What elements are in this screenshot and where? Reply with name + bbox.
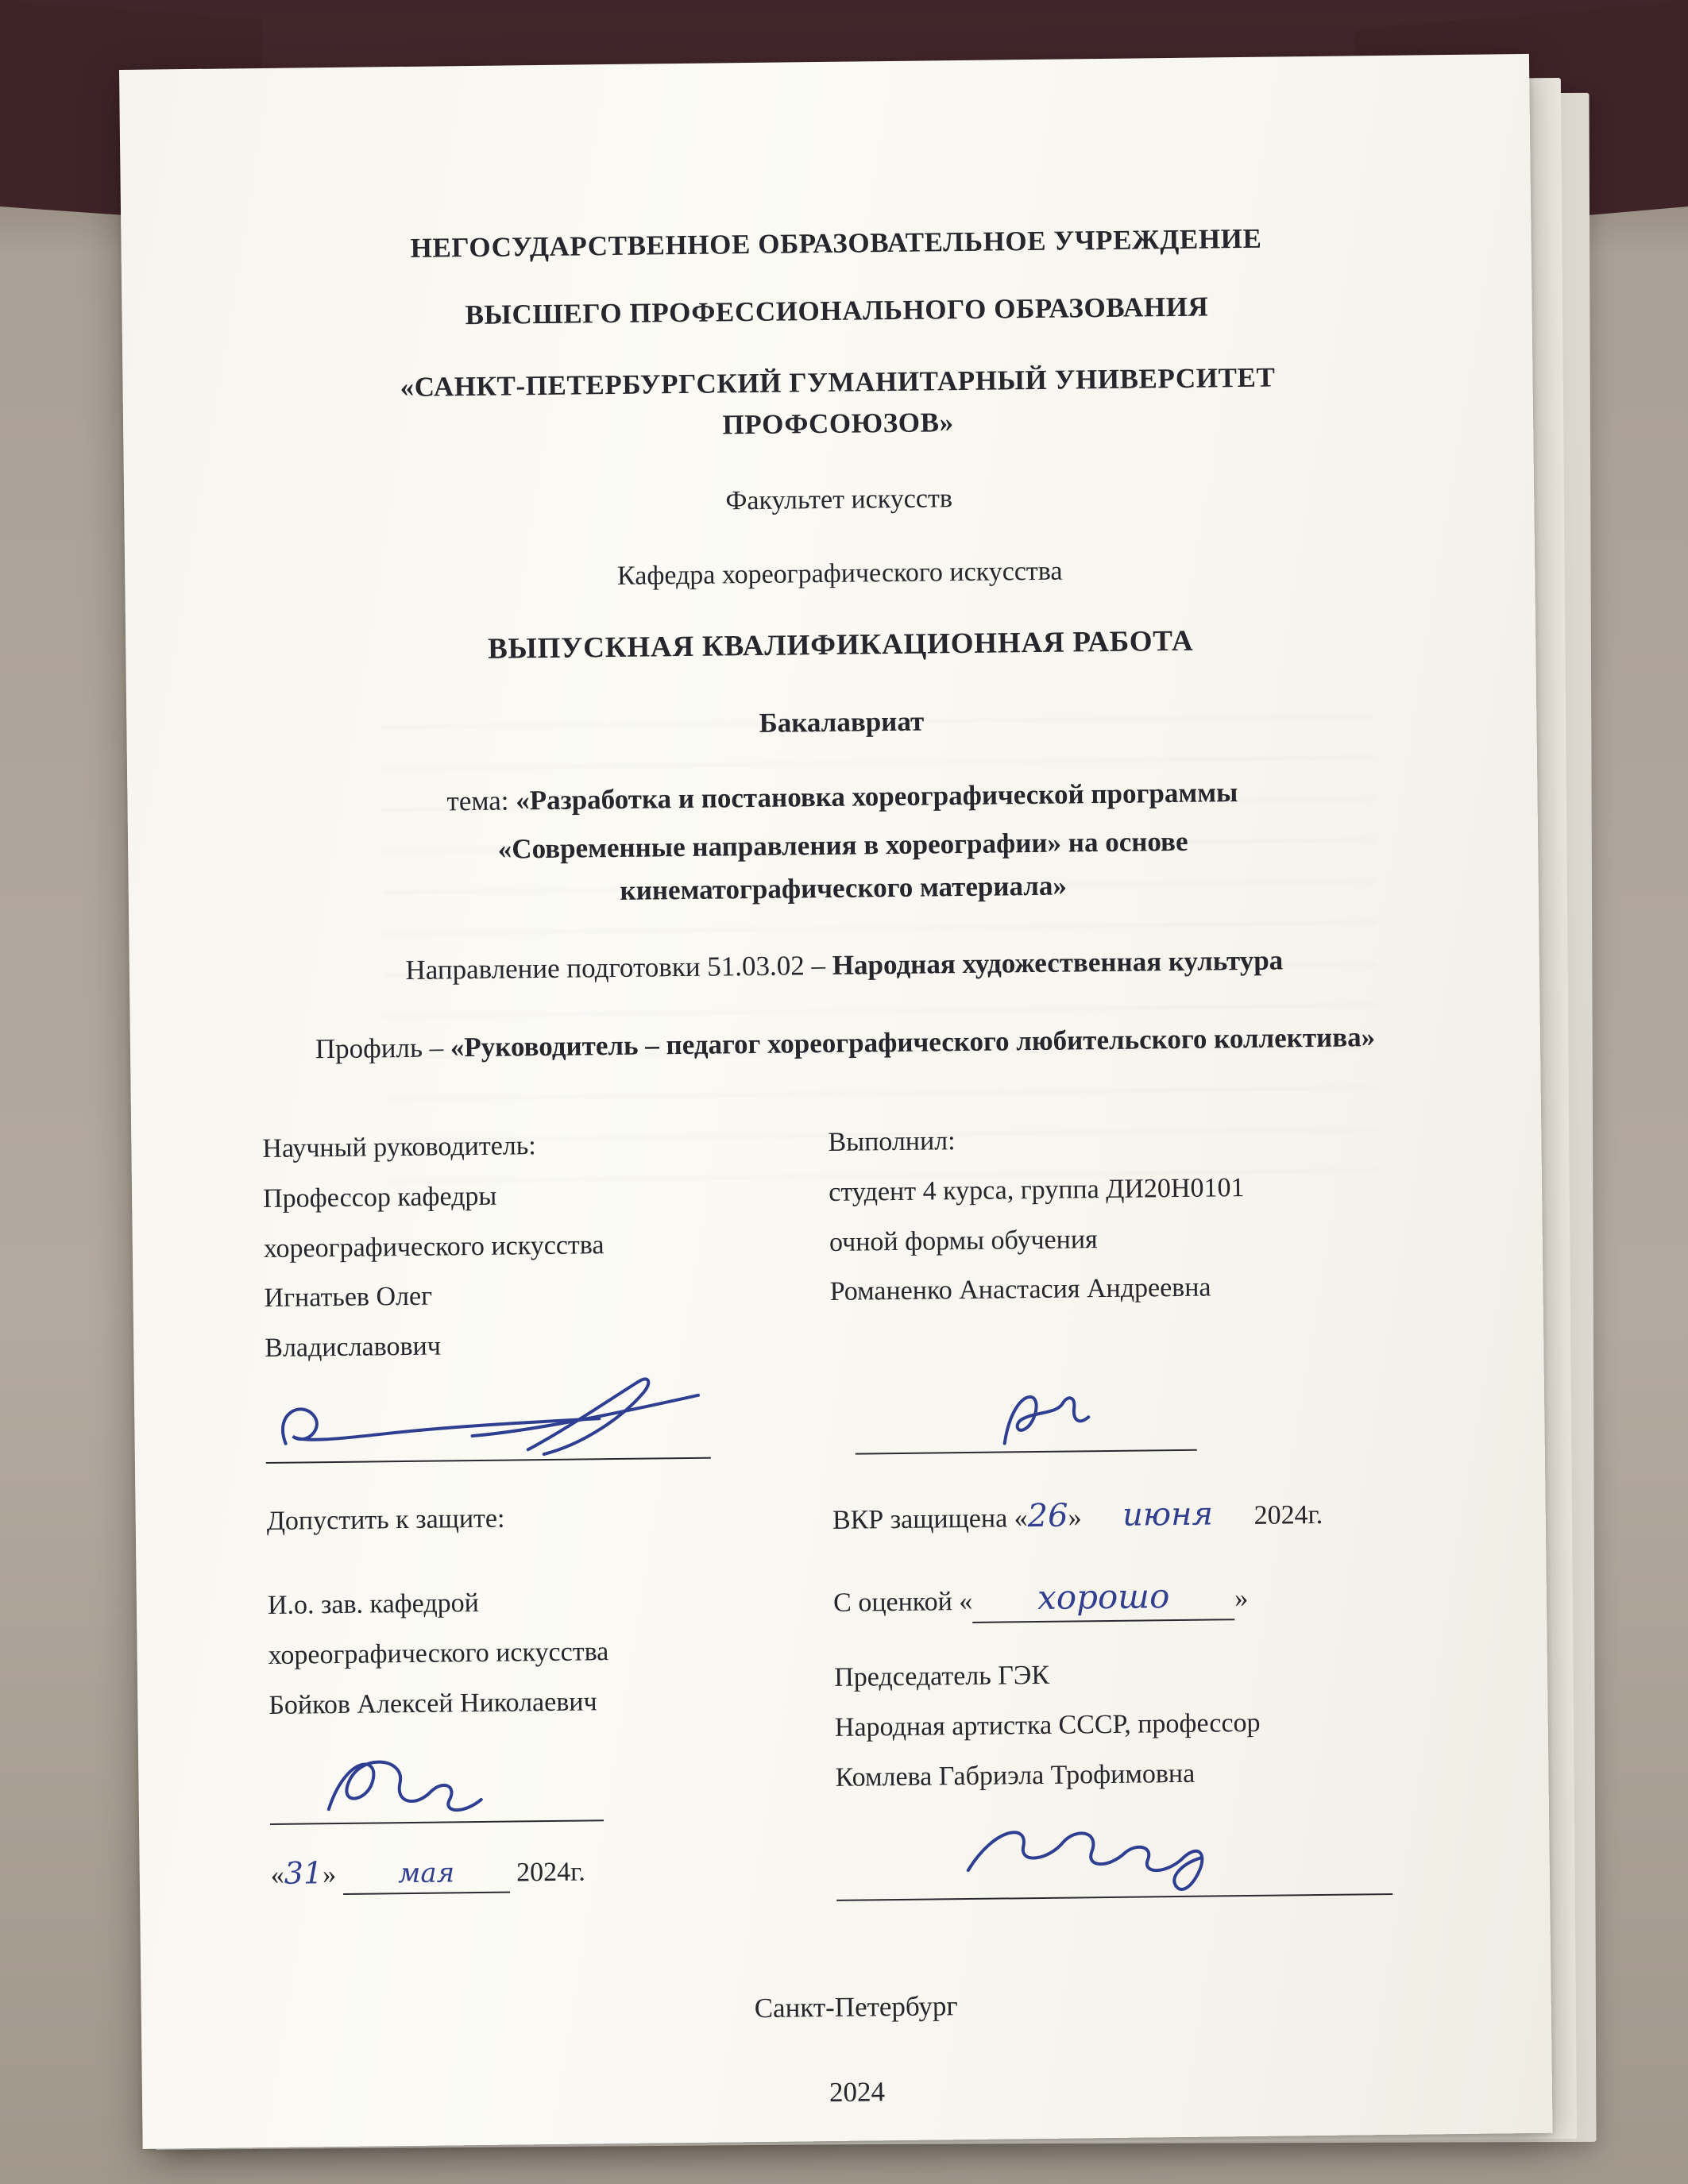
admission-date-quote-close: » xyxy=(322,1859,337,1889)
admission-name: Бойков Алексей Николаевич xyxy=(268,1687,597,1720)
author-name: Романенко Анастасия Андреевна xyxy=(829,1272,1211,1307)
supervisor-signature xyxy=(265,1372,711,1472)
work-type-title: ВЫПУСКНАЯ КВАЛИФИКАЦИОННАЯ РАБОТА xyxy=(487,624,1194,666)
footer-block xyxy=(272,1981,1442,2117)
author-column xyxy=(828,1117,1434,1463)
author-line2: очной формы обучения xyxy=(829,1224,1098,1257)
admission-column xyxy=(266,1498,781,1896)
org-name-line1: НЕГОСУДАРСТВЕННОЕ ОБРАЗОВАТЕЛЬНОЕ УЧРЕЖДЕНИЕ xyxy=(410,222,1262,264)
direction-value: Народная художественная культура xyxy=(832,944,1284,982)
department-line: Кафедра хореографического искусства xyxy=(616,556,1063,592)
grade-line xyxy=(833,1572,1435,1625)
grade-prefix: С оценкой « xyxy=(832,1587,973,1619)
defense-month-slot xyxy=(1088,1492,1248,1537)
admission-signature-zone xyxy=(269,1731,781,1832)
defense-day-handwritten: 26 xyxy=(1027,1497,1068,1535)
supervisor-position-line1: Профессор кафедры xyxy=(262,1181,497,1214)
author-line1: студент 4 курса, группа ДИ20Н0101 xyxy=(829,1172,1245,1207)
supervisor-signature-zone xyxy=(265,1375,776,1472)
theme-block xyxy=(258,770,1427,916)
gek-chair-signature xyxy=(955,1804,1289,1908)
approval-columns xyxy=(266,1491,1439,1916)
theme-line1 xyxy=(258,770,1427,826)
admission-date-month-slot xyxy=(342,1854,510,1894)
profile-value: «Руководитель – педагог хореографического любительского коллектива» xyxy=(450,1021,1376,1063)
title-page xyxy=(119,54,1553,2149)
author-label: Выполнил: xyxy=(828,1125,956,1157)
degree-line: Бакалавриат xyxy=(759,705,925,739)
profile-line xyxy=(301,1016,1390,1071)
grade-suffix: » xyxy=(1234,1584,1249,1614)
org-name-line3: «САНКТ-ПЕТЕРБУРГСКИЙ ГУМАНИТАРНЫЙ УНИВЕРСИТЕТ ПРОФСОЮЗОВ» xyxy=(400,361,1276,441)
grade-slot xyxy=(972,1573,1235,1623)
direction-prefix: Направление подготовки 51.03.02 – xyxy=(405,950,833,986)
admission-label: Допустить к защите: xyxy=(266,1503,505,1537)
direction-line xyxy=(261,940,1428,991)
people-columns xyxy=(262,1117,1434,1472)
grade-handwritten: хорошо xyxy=(1037,1576,1170,1618)
supervisor-column xyxy=(262,1125,776,1472)
supervisor-label: Научный руководитель: xyxy=(262,1130,536,1163)
theme-title-part2: «Современные направления в хореографии» на основе кинематографического материала» xyxy=(497,825,1188,906)
org-name-line2: ВЫСШЕГО ПРОФЕССИОНАЛЬНОГО ОБРАЗОВАНИЯ xyxy=(465,291,1209,331)
admission-date-month-handwritten: мая xyxy=(397,1857,455,1889)
supervisor-name-line1: Игнатьев Олег xyxy=(264,1282,433,1314)
supervisor-name-line2: Владиславович xyxy=(265,1331,442,1364)
admission-line2: хореографического искусства xyxy=(268,1637,609,1670)
chair-line1: Народная артистка СССР, профессор xyxy=(834,1707,1261,1742)
defense-line-prefix: ВКР защищена « xyxy=(832,1503,1028,1536)
department-head-signature xyxy=(317,1738,524,1832)
supervisor-position-line2: хореографического искусства xyxy=(263,1229,605,1264)
chair-label: Председатель ГЭК xyxy=(833,1660,1050,1692)
profile-prefix: Профиль – xyxy=(315,1032,451,1065)
admission-date-year: 2024г. xyxy=(516,1857,585,1888)
theme-title-part1: «Разработка и постановка хореографической программы xyxy=(516,777,1238,816)
author-signature-zone xyxy=(830,1318,1434,1464)
year-line: 2024 xyxy=(829,2076,886,2108)
chair-signature-zone xyxy=(836,1803,1439,1909)
author-signature xyxy=(990,1372,1134,1461)
defense-month-handwritten: июня xyxy=(1122,1495,1214,1534)
admission-date-quote-open: « xyxy=(270,1860,285,1890)
chair-name: Комлева Габриэла Трофимовна xyxy=(835,1758,1196,1792)
defense-column xyxy=(832,1491,1439,1909)
defense-date-line xyxy=(832,1491,1435,1541)
faculty-line: Факультет искусств xyxy=(725,483,953,515)
defense-quote-close: » xyxy=(1068,1503,1082,1533)
admission-date-line xyxy=(270,1847,781,1895)
admission-date-day-handwritten: 31 xyxy=(284,1854,323,1891)
admission-line1: И.о. зав. кафедрой xyxy=(267,1588,480,1621)
defense-year: 2024г. xyxy=(1253,1500,1323,1531)
theme-prefix: тема: xyxy=(446,785,516,817)
city-line: Санкт-Петербург xyxy=(754,1989,958,2024)
